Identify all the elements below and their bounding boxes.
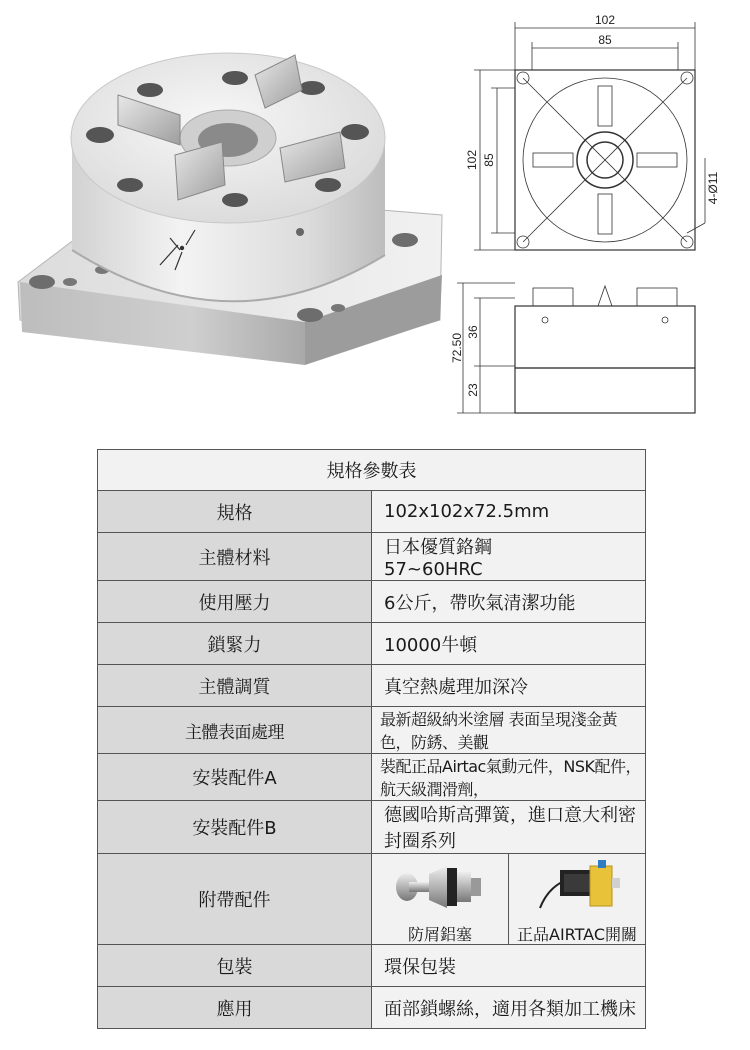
spec-table <box>97 449 646 1029</box>
row-label: 規格 <box>98 491 372 533</box>
table-row <box>98 945 646 987</box>
dim-inner-width: 85 <box>598 33 612 47</box>
row-label: 主體表面處理 <box>98 707 372 754</box>
row-label: 應用 <box>98 987 372 1029</box>
table-row <box>98 854 646 945</box>
row-label: 鎖緊力 <box>98 623 372 665</box>
air-valve-icon <box>532 860 622 915</box>
dim-hole-spec: 4-Ø11 <box>706 171 720 205</box>
row-label: 安裝配件B <box>98 801 372 854</box>
row-value: 德國哈斯高彈簧，進口意大利密封圈系列 <box>372 801 646 854</box>
dim-inner-height: 85 <box>482 153 496 167</box>
dim-outer-height: 102 <box>465 149 479 171</box>
material-name: 日本優質鉻鋼 <box>384 537 492 558</box>
product-photo <box>10 20 460 420</box>
table-row <box>98 623 646 665</box>
row-label: 包裝 <box>98 945 372 987</box>
pull-stud-icon <box>395 860 485 915</box>
dim-lower-height: 23 <box>466 383 480 397</box>
row-label: 主體調質 <box>98 665 372 707</box>
hardness-value: 57~60HRC <box>384 559 483 580</box>
accessories-cell <box>372 854 646 945</box>
accessory-item <box>372 854 509 944</box>
technical-drawing <box>450 8 745 418</box>
row-label: 附帶配件 <box>98 854 372 945</box>
dim-upper-height: 36 <box>466 325 480 339</box>
row-label: 使用壓力 <box>98 581 372 623</box>
table-row <box>98 581 646 623</box>
table-row <box>98 801 646 854</box>
row-value: 10000牛頓 <box>372 623 646 665</box>
table-row <box>98 533 646 581</box>
table-row <box>98 665 646 707</box>
table-title: 規格參數表 <box>98 450 646 491</box>
row-value: 最新超級納米塗層 表面呈現淺金黃色，防銹、美觀 <box>372 707 646 754</box>
row-label: 主體材料 <box>98 533 372 581</box>
row-value <box>372 533 646 581</box>
row-value: 6公斤，帶吹氣清潔功能 <box>372 581 646 623</box>
table-row <box>98 707 646 754</box>
row-value: 裝配正品Airtac氣動元件，NSK配件，航天級潤滑劑， <box>372 754 646 801</box>
table-row <box>98 754 646 801</box>
accessory-name: 正品AIRTAC開關 <box>517 925 637 944</box>
row-value: 面部鎖螺絲，適用各類加工機床 <box>372 987 646 1029</box>
accessory-name: 防屑鋁塞 <box>407 925 472 944</box>
row-value: 102x102x72.5mm <box>372 491 646 533</box>
accessory-item <box>509 854 645 944</box>
dim-outer-width: 102 <box>594 13 616 27</box>
table-row <box>98 987 646 1029</box>
row-value: 環保包裝 <box>372 945 646 987</box>
table-row <box>98 491 646 533</box>
dim-total-height: 72.50 <box>450 332 464 364</box>
row-value: 真空熱處理加深冷 <box>372 665 646 707</box>
row-label: 安裝配件A <box>98 754 372 801</box>
